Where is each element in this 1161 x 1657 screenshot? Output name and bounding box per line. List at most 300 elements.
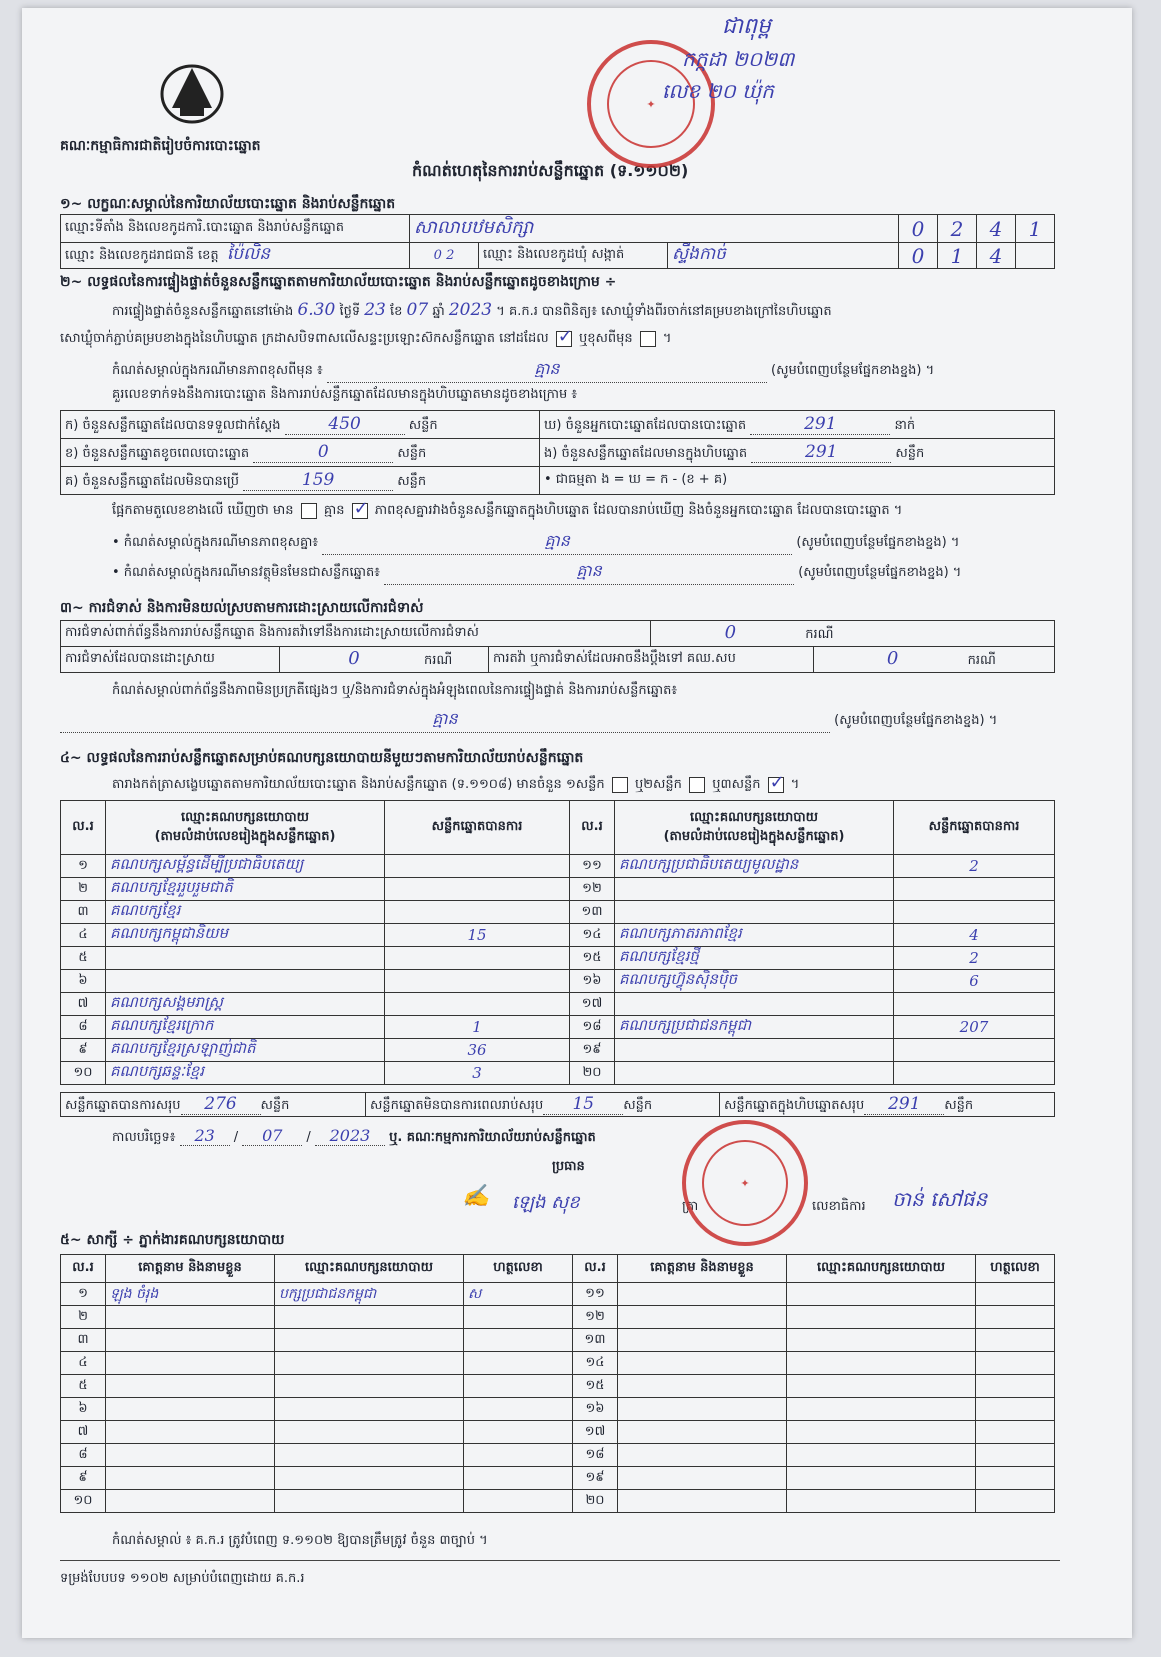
witness-signature bbox=[976, 1329, 1055, 1352]
figure-e bbox=[540, 439, 1055, 467]
unit: សន្លឹក bbox=[623, 1097, 653, 1113]
one-sheet-checkbox[interactable] bbox=[612, 777, 628, 793]
no-difference-label: គ្មាន bbox=[323, 503, 345, 518]
witness-signature bbox=[464, 1352, 573, 1375]
unit: សន្លឹក bbox=[408, 417, 438, 433]
party-votes bbox=[385, 878, 570, 901]
verify-time: 6.30 bbox=[297, 300, 336, 320]
party-name: គណបក្សហ៊្វុនស៊ិនប៉ិច bbox=[615, 970, 894, 993]
commune-value: ស្ទឹងកាច់ bbox=[668, 243, 899, 269]
witness-name bbox=[618, 1421, 787, 1444]
col-name: គោត្តនាម និងនាមខ្លួន bbox=[106, 1255, 275, 1283]
objection-row1-label: ការជំទាស់ពាក់ព័ន្ធនឹងការរាប់សន្លឹកឆ្នោត និងការតវ៉ាទៅនឹងការដោះស្រាយលើការជំទាស់ bbox=[61, 621, 651, 647]
footer-divider bbox=[60, 1560, 1060, 1561]
party-votes: 2 bbox=[894, 947, 1055, 970]
changed-label: ឬខុសពីមុន bbox=[578, 331, 633, 346]
witness-party bbox=[275, 1490, 464, 1513]
difference-line bbox=[112, 502, 902, 521]
bullet1-fill bbox=[322, 530, 792, 555]
row-no: ៣ bbox=[61, 1329, 106, 1352]
row-no: ១៩ bbox=[570, 1039, 615, 1062]
witness-signature bbox=[976, 1444, 1055, 1467]
note1-label: កំណត់សម្គាល់ក្នុងករណីមានភាពខុសពីមុន ៖ bbox=[112, 363, 323, 378]
row-no: ៧ bbox=[61, 993, 106, 1016]
has-difference-checkbox[interactable] bbox=[301, 503, 317, 519]
verification-paragraph bbox=[112, 300, 1062, 322]
station-code-digit: 1 bbox=[1016, 215, 1055, 243]
official-seal-top: ✦ bbox=[587, 40, 715, 168]
polling-station-value: សាលាបឋមសិក្សា bbox=[410, 215, 899, 243]
party-name bbox=[615, 901, 894, 924]
row-no: ១៦ bbox=[570, 970, 615, 993]
note1-line-fill bbox=[327, 358, 767, 383]
witness-party bbox=[787, 1352, 976, 1375]
row-no: ១៧ bbox=[570, 993, 615, 1016]
col-no: ល.រ bbox=[61, 1255, 106, 1283]
station-code-digit: 0 bbox=[899, 215, 938, 243]
unit: ករណី bbox=[967, 653, 996, 668]
witness-signature bbox=[976, 1490, 1055, 1513]
row-no: ១៦ bbox=[573, 1398, 618, 1421]
sheets-line: តារាងកត់ត្រាសង្ខេបឆ្នោតតាមការិយាល័យបោះឆ្នោត និងរាប់សន្លឹកឆ្នោត (ទ.១១០៨) មានចំនួន ១សន្លឹក ឬ២សន្លឹក ឬ៣សន្លឹក ✓ ។ bbox=[112, 776, 799, 795]
table-row bbox=[61, 1306, 1055, 1329]
section3-heading: ៣~ ការជំទាស់ និងការមិនយល់ស្របតាមការដោះស្រាយលើការជំទាស់ bbox=[60, 600, 424, 616]
row-no: ១០ bbox=[61, 1490, 106, 1513]
row-no: ១៣ bbox=[570, 901, 615, 924]
province-label-text: ឈ្មោះ និងលេខកូដរាជធានី ខេត្ត bbox=[65, 248, 219, 263]
unit: សន្លឹក bbox=[397, 473, 427, 489]
seal-check-line: សោឃ្លុំចាក់ភ្ជាប់គម្របខាងក្នុងនៃហិបឆ្នោត ក្រដាសបិទពាសលើសន្ទះប្រឡោះស៊កសន្លឹកឆ្នោត នៅដដែល ✓ ឬខុសពីមុន ។ bbox=[60, 330, 671, 349]
party-votes: 2 bbox=[894, 855, 1055, 878]
table-row bbox=[61, 1467, 1055, 1490]
province-code-digit: 0 bbox=[433, 248, 442, 263]
station-code-digit: 4 bbox=[977, 215, 1016, 243]
witness-party bbox=[275, 1444, 464, 1467]
party-name bbox=[106, 947, 385, 970]
date-label: កាលបរិច្ឆេទ៖ bbox=[112, 1130, 176, 1145]
date-line: កាលបរិច្ឆេទ៖ 23 / 07 / 2023 ឬ. គណៈកម្មការការិយាល័យរាប់សន្លឹកឆ្នោត bbox=[112, 1126, 596, 1145]
witness-name bbox=[618, 1398, 787, 1421]
row-no: ៦ bbox=[61, 970, 106, 993]
party-name: គណបក្សភាតរភាពខ្មែរ bbox=[615, 924, 894, 947]
witness-name bbox=[106, 1352, 275, 1375]
irregularity-note-line bbox=[60, 708, 1060, 733]
witness-signature: ស bbox=[464, 1283, 573, 1306]
verify-day: 23 bbox=[364, 300, 386, 320]
objection-row1-cell bbox=[651, 621, 1055, 647]
row-no: ៤ bbox=[61, 1352, 106, 1375]
president-signature: ✍ bbox=[462, 1184, 490, 1209]
row-no: ១៧ bbox=[573, 1421, 618, 1444]
figure-b-label: ខ) ចំនួនសន្លឹកឆ្នោតខូចពេលបោះឆ្នោត bbox=[65, 445, 250, 461]
appeal-value: 0 bbox=[886, 648, 899, 669]
table-row bbox=[61, 878, 1055, 901]
witness-name bbox=[618, 1467, 787, 1490]
party-votes bbox=[894, 993, 1055, 1016]
party-votes: 15 bbox=[385, 924, 570, 947]
commune-code-digit: 1 bbox=[938, 243, 977, 269]
total-box bbox=[720, 1093, 1055, 1117]
section1-heading: ១~ លក្ខណៈសម្គាល់នៃការិយាល័យបោះឆ្នោត និងរាប់សន្លឹកឆ្នោត bbox=[60, 196, 396, 212]
figure-b-value: 0 bbox=[253, 442, 393, 463]
row-no: ១២ bbox=[570, 878, 615, 901]
unit: នាក់ bbox=[894, 417, 916, 433]
witness-name bbox=[106, 1329, 275, 1352]
party-name bbox=[106, 970, 385, 993]
col-party-label: ឈ្មោះគណបក្សនយោបាយ bbox=[690, 809, 818, 825]
witness-party bbox=[787, 1421, 976, 1444]
figure-a-label: ក) ចំនួនសន្លឹកឆ្នោតដែលបានទទួលជាក់ស្តែង bbox=[65, 417, 281, 433]
witness-party bbox=[787, 1490, 976, 1513]
party-name: គណបក្សខ្មែរស្រឡាញ់ជាតិ bbox=[106, 1039, 385, 1062]
unit: សន្លឹក bbox=[397, 445, 427, 461]
appeal-label: ការតវ៉ា ឬការជំទាស់ដែលអាចនឹងប្តឹងទៅ គឈ.សប bbox=[489, 647, 814, 673]
unit: សន្លឹក bbox=[895, 445, 925, 461]
row-no: ១ bbox=[61, 855, 106, 878]
witness-name bbox=[106, 1444, 275, 1467]
party-votes bbox=[894, 878, 1055, 901]
verify-day-label: ថ្ងៃទី bbox=[339, 304, 361, 319]
table-row bbox=[61, 1398, 1055, 1421]
fill-hint: (សូមបំពេញបន្ថែមផ្នែកខាងខ្នង) ។ bbox=[796, 535, 960, 550]
row-no: ២០ bbox=[573, 1490, 618, 1513]
totals-table bbox=[60, 1092, 1055, 1117]
witness-signature bbox=[976, 1467, 1055, 1490]
commune-code-digit: 0 bbox=[899, 243, 938, 269]
date-month: 07 bbox=[242, 1126, 302, 1146]
secretary-signature: ចាន់ សៅផន bbox=[892, 1187, 988, 1211]
president-label: ប្រធាន bbox=[552, 1159, 585, 1174]
no-difference-checkbox[interactable] bbox=[352, 503, 368, 519]
bullet2-fill bbox=[384, 560, 794, 585]
witness-signature bbox=[976, 1352, 1055, 1375]
unit: ករណី bbox=[424, 653, 453, 668]
witness-name: ឡុង ចំរុង bbox=[106, 1283, 275, 1306]
row-no: ៨ bbox=[61, 1016, 106, 1039]
hand-note-2: កក្កដា ២០២៣ bbox=[682, 47, 795, 71]
row-no: ៥ bbox=[61, 947, 106, 970]
figures-intro: គួរលេខទាក់ទងនឹងការបោះឆ្នោត និងការរាប់សន្លឹកឆ្នោតដែលមានក្នុងហិបឆ្នោតមានដូចខាងក្រោម ៖ bbox=[112, 387, 578, 402]
province-code bbox=[410, 243, 479, 269]
table-row bbox=[61, 1016, 1055, 1039]
three-sheets-checkbox[interactable] bbox=[768, 777, 784, 793]
witness-signature bbox=[464, 1467, 573, 1490]
row-no: ៤ bbox=[61, 924, 106, 947]
table-row bbox=[61, 970, 1055, 993]
table-row bbox=[61, 1062, 1055, 1085]
party-name: គណបក្សខ្មែរ bbox=[106, 901, 385, 924]
party-votes bbox=[894, 901, 1055, 924]
party-name bbox=[615, 993, 894, 1016]
total-invalid-value: 15 bbox=[543, 1094, 623, 1115]
witness-name bbox=[106, 1306, 275, 1329]
row-no: ៣ bbox=[61, 901, 106, 924]
note1-line bbox=[112, 358, 1052, 383]
figure-d bbox=[540, 411, 1055, 439]
difference-text-a: ផ្អែកតាមតួលេខខាងលើ ឃើញថា មាន bbox=[112, 503, 294, 518]
bullet1-label: • កំណត់សម្គាល់ក្នុងករណីមានភាពខុសគ្នា៖ bbox=[112, 535, 319, 550]
witness-party bbox=[787, 1398, 976, 1421]
party-name: គណបក្សខ្មែរថ្មី bbox=[615, 947, 894, 970]
row-no: ១៨ bbox=[570, 1016, 615, 1039]
party-votes: 36 bbox=[385, 1039, 570, 1062]
total-box-value: 291 bbox=[864, 1094, 944, 1115]
section5-heading: ៥~ សាក្សី ÷ ភ្នាក់ងារគណបក្សនយោបាយ bbox=[60, 1232, 285, 1248]
hand-note-3: លេខ ២០ ឃ៉ុក bbox=[662, 79, 774, 103]
party-votes bbox=[385, 993, 570, 1016]
witness-signature bbox=[976, 1398, 1055, 1421]
table-row bbox=[61, 901, 1055, 924]
table-row bbox=[61, 947, 1055, 970]
witness-signature bbox=[464, 1444, 573, 1467]
total-box-label: សន្លឹកឆ្នោតក្នុងហិបឆ្នោតសរុប bbox=[724, 1097, 865, 1113]
commune-label: ឈ្មោះ និងលេខកូដឃុំ សង្កាត់ bbox=[479, 243, 668, 269]
witness-party bbox=[275, 1398, 464, 1421]
witness-name bbox=[618, 1375, 787, 1398]
party-votes bbox=[385, 901, 570, 924]
bullet2-line bbox=[112, 560, 1052, 585]
party-name bbox=[615, 878, 894, 901]
note1-value: គ្មាន bbox=[534, 359, 560, 378]
row-no: ៩ bbox=[61, 1467, 106, 1490]
col-name: គោត្តនាម និងនាមខ្លួន bbox=[618, 1255, 787, 1283]
witness-name bbox=[618, 1490, 787, 1513]
irregularity-note: កំណត់សម្គាល់ពាក់ព័ន្ធនឹងភាពមិនប្រក្រតីផ្សេងៗ ឬ/និងការជំទាស់ក្នុងអំឡុងពេលនៃការផ្ទៀងផ្ទាត់ និងការរាប់សន្លឹកឆ្នោត៖ bbox=[112, 683, 678, 698]
figure-d-label: ឃ) ចំនួនអ្នកបោះឆ្នោតដែលបានបោះឆ្នោត bbox=[544, 417, 747, 433]
col-party: ឈ្មោះគណបក្សនយោបាយ bbox=[787, 1255, 976, 1283]
party-votes bbox=[894, 1039, 1055, 1062]
witness-name bbox=[106, 1375, 275, 1398]
party-name bbox=[615, 1062, 894, 1085]
bullet2-label: • កំណត់សម្គាល់ក្នុងករណីមានវត្ថុមិនមែនជាសន្លឹកឆ្នោត៖ bbox=[112, 565, 380, 580]
figure-d-value: 291 bbox=[750, 414, 890, 435]
bullet2-value: គ្មាន bbox=[576, 561, 602, 580]
row-no: ២០ bbox=[570, 1062, 615, 1085]
col-party-sub: (តាមលំដាប់លេខរៀងក្នុងសន្លឹកឆ្នោត) bbox=[154, 828, 336, 844]
ballot-count-report-sheet bbox=[22, 8, 1132, 1638]
table-row bbox=[61, 993, 1055, 1016]
col-no: ល.រ bbox=[570, 801, 615, 855]
president-name: ឡេង សុខ bbox=[512, 1192, 580, 1213]
witness-signature bbox=[976, 1375, 1055, 1398]
col-party-label: ឈ្មោះគណបក្សនយោបាយ bbox=[181, 809, 309, 825]
row-no: ១៤ bbox=[570, 924, 615, 947]
witness-signature bbox=[976, 1283, 1055, 1306]
irregularity-fill bbox=[60, 708, 830, 733]
witness-signature bbox=[464, 1421, 573, 1444]
witness-party: បក្សប្រជាជនកម្ពុជា bbox=[275, 1283, 464, 1306]
row-no: ១៥ bbox=[570, 947, 615, 970]
party-name: គណបក្សខ្មែរក្រោក bbox=[106, 1016, 385, 1039]
formula: • ជាធម្មតា ង = ឃ = ក - (ខ + គ) bbox=[540, 467, 1055, 495]
verify-year-label: ឆ្នាំ bbox=[432, 304, 445, 319]
total-valid bbox=[61, 1093, 366, 1117]
witness-party bbox=[275, 1352, 464, 1375]
official-seal-bottom: ✦ bbox=[682, 1120, 808, 1246]
col-votes: សន្លឹកឆ្នោតបានការ bbox=[385, 801, 570, 855]
party-votes: 3 bbox=[385, 1062, 570, 1085]
witness-signature bbox=[464, 1306, 573, 1329]
row-no: ១៣ bbox=[573, 1329, 618, 1352]
three-sheets-label: ឬ៣សន្លឹក bbox=[712, 777, 761, 792]
col-party bbox=[615, 801, 894, 855]
col-no: ល.រ bbox=[573, 1255, 618, 1283]
witness-party bbox=[787, 1375, 976, 1398]
unit: សន្លឹក bbox=[944, 1097, 974, 1113]
station-code-digit: 2 bbox=[938, 215, 977, 243]
witness-party bbox=[275, 1306, 464, 1329]
witness-name bbox=[618, 1283, 787, 1306]
witness-party bbox=[787, 1467, 976, 1490]
row-no: ២ bbox=[61, 1306, 106, 1329]
two-sheets-label: ឬ២សន្លឹក bbox=[634, 777, 682, 792]
party-votes bbox=[385, 855, 570, 878]
witness-name bbox=[618, 1444, 787, 1467]
figure-e-value: 291 bbox=[751, 442, 891, 463]
table-row bbox=[61, 1329, 1055, 1352]
verify-time-label: ការផ្ទៀងផ្ទាត់ចំនួនសន្លឹកឆ្នោតនៅម៉ោង bbox=[112, 304, 294, 319]
total-valid-label: សន្លឹកឆ្នោតបានការសរុប bbox=[65, 1097, 181, 1113]
witness-signature bbox=[976, 1421, 1055, 1444]
row-no: ៩ bbox=[61, 1039, 106, 1062]
province-value: ប៉ៃលិន bbox=[226, 244, 271, 264]
witness-party bbox=[787, 1306, 976, 1329]
section2-heading: ២~ លទ្ធផលនៃការផ្ទៀងផ្ទាត់ចំនួនសន្លឹកឆ្នោតតាមការិយាល័យបោះឆ្នោត និងរាប់សន្លឹកឆ្នោតដូចខាងក្រោម ÷ bbox=[60, 274, 617, 290]
witness-party bbox=[787, 1444, 976, 1467]
table-row bbox=[61, 1490, 1055, 1513]
difference-text-c: ភាពខុសគ្នារវាងចំនួនសន្លឹកឆ្នោតក្នុងហិបឆ្នោត ដែលបានរាប់ឃើញ និងចំនួនអ្នកបោះឆ្នោត ដែលបានបោះឆ្នោត ។ bbox=[374, 503, 903, 518]
party-votes bbox=[894, 1062, 1055, 1085]
witness-signature bbox=[464, 1398, 573, 1421]
witness-signature bbox=[464, 1329, 573, 1352]
hand-note-1: ជាពុម្ព bbox=[722, 14, 771, 39]
figure-e-label: ង) ចំនួនសន្លឹកឆ្នោតដែលមានក្នុងហិបឆ្នោត bbox=[544, 445, 748, 461]
figure-c-label: គ) ចំនួនសន្លឹកឆ្នោតដែលមិនបានប្រើ bbox=[65, 473, 239, 489]
row-no: ១៤ bbox=[573, 1352, 618, 1375]
row-no: ៦ bbox=[61, 1398, 106, 1421]
row-no: ១០ bbox=[61, 1062, 106, 1085]
col-sign: ហត្ថលេខា bbox=[464, 1255, 573, 1283]
org-name: គណៈកម្មាធិការជាតិរៀបចំការបោះឆ្នោត bbox=[60, 138, 261, 154]
witness-signature bbox=[464, 1375, 573, 1398]
witness-name bbox=[106, 1421, 275, 1444]
polling-station-label: ឈ្មោះទីតាំង និងលេខកូដការិ.បោះឆ្នោត និងរាប់សន្លឹកឆ្នោត bbox=[61, 215, 410, 243]
objections-table bbox=[60, 620, 1055, 673]
party-votes: 1 bbox=[385, 1016, 570, 1039]
table-row bbox=[61, 1375, 1055, 1398]
figure-b bbox=[61, 439, 540, 467]
commune-code-digit-empty bbox=[1016, 243, 1055, 269]
party-votes: 6 bbox=[894, 970, 1055, 993]
witness-name bbox=[618, 1352, 787, 1375]
row-no: ១១ bbox=[570, 855, 615, 878]
figure-c bbox=[61, 467, 540, 495]
party-name bbox=[615, 1039, 894, 1062]
province-code-digit: 2 bbox=[446, 248, 455, 263]
table-row bbox=[61, 1444, 1055, 1467]
commune-code-digit: 4 bbox=[977, 243, 1016, 269]
party-name: គណបក្សសង្គមរាស្ត្រ bbox=[106, 993, 385, 1016]
party-name: គណបក្សឆន្ទៈខ្មែរ bbox=[106, 1062, 385, 1085]
footer-note: កំណត់សម្គាល់ ៖ គ.ក.រ ត្រូវបំពេញ ទ.១១០២ ឱ្យបានត្រឹមត្រូវ ចំនួន ៣ច្បាប់ ។ bbox=[112, 1533, 488, 1548]
date-year: 2023 bbox=[315, 1126, 385, 1146]
col-sign: ហត្ថលេខា bbox=[976, 1255, 1055, 1283]
party-name: គណបក្សប្រជាជនកម្ពុជា bbox=[615, 1016, 894, 1039]
witness-name bbox=[106, 1467, 275, 1490]
col-party-sub: (តាមលំដាប់លេខរៀងក្នុងសន្លឹកឆ្នោត) bbox=[663, 828, 845, 844]
party-name: គណបក្សកម្ពុជានិយម bbox=[106, 924, 385, 947]
section4-heading: ៤~ លទ្ធផលនៃការរាប់សន្លឹកឆ្នោតសម្រាប់គណបក្សនយោបាយនីមួយៗតាមការិយាល័យរាប់សន្លឹកឆ្នោត bbox=[60, 750, 584, 766]
witness-party bbox=[275, 1421, 464, 1444]
total-valid-value: 276 bbox=[181, 1094, 261, 1115]
section1-table bbox=[60, 214, 1055, 269]
row-no: ៨ bbox=[61, 1444, 106, 1467]
form-title: កំណត់ហេតុនៃការរាប់សន្លឹកឆ្នោត (ទ.១១០២) bbox=[412, 161, 689, 180]
two-sheets-checkbox[interactable] bbox=[689, 777, 705, 793]
row-no: ១៩ bbox=[573, 1467, 618, 1490]
col-party: ឈ្មោះគណបក្សនយោបាយ bbox=[275, 1255, 464, 1283]
table-row bbox=[61, 1421, 1055, 1444]
witness-party bbox=[787, 1329, 976, 1352]
col-votes: សន្លឹកឆ្នោតបានការ bbox=[894, 801, 1055, 855]
col-party bbox=[106, 801, 385, 855]
party-name: គណបក្សប្រជាធិបតេយ្យមូលដ្ឋាន bbox=[615, 855, 894, 878]
party-votes: 207 bbox=[894, 1016, 1055, 1039]
witness-signature bbox=[464, 1490, 573, 1513]
table-row bbox=[61, 1283, 1055, 1306]
row-no: ៧ bbox=[61, 1421, 106, 1444]
ballot-figures-table bbox=[60, 410, 1055, 495]
witness-name bbox=[106, 1398, 275, 1421]
appeal-cell bbox=[813, 647, 1054, 673]
witness-name bbox=[618, 1329, 787, 1352]
party-name: គណបក្សខ្មែររួបរួមជាតិ bbox=[106, 878, 385, 901]
table-row bbox=[61, 1352, 1055, 1375]
row-no: ១ bbox=[61, 1283, 106, 1306]
changed-checkbox[interactable] bbox=[640, 331, 656, 347]
total-invalid-label: សន្លឹកឆ្នោតមិនបានការពេលរាប់សរុប bbox=[370, 1097, 544, 1113]
figure-c-value: 159 bbox=[243, 470, 393, 491]
fill-hint: (សូមបំពេញបន្ថែមផ្នែកខាងខ្នង) ។ bbox=[834, 713, 998, 728]
row-no: ២ bbox=[61, 878, 106, 901]
stamp-label: ត្រា bbox=[682, 1199, 699, 1214]
secretary-label: លេខាធិការ bbox=[812, 1199, 866, 1214]
row-no: ១១ bbox=[573, 1283, 618, 1306]
table-row bbox=[61, 924, 1055, 947]
irregularity-value: គ្មាន bbox=[432, 709, 458, 728]
row-no: ១៨ bbox=[573, 1444, 618, 1467]
party-name: គណបក្សសម្ព័ន្ធដើម្បីប្រជាធិបតេយ្យ bbox=[106, 855, 385, 878]
table-row bbox=[61, 855, 1055, 878]
witness-signature bbox=[976, 1306, 1055, 1329]
province-label bbox=[61, 243, 410, 269]
resolved-label: ការជំទាស់ដែលបានដោះស្រាយ bbox=[61, 647, 280, 673]
witness-name bbox=[618, 1306, 787, 1329]
witness-party bbox=[275, 1467, 464, 1490]
col-no: ល.រ bbox=[61, 801, 106, 855]
unchanged-checkbox[interactable] bbox=[556, 331, 572, 347]
seal-check-text: សោឃ្លុំចាក់ភ្ជាប់គម្របខាងក្នុងនៃហិបឆ្នោត ក្រដាសបិទពាសលើសន្ទះប្រឡោះស៊កសន្លឹកឆ្នោត នៅដដែល bbox=[60, 331, 549, 346]
row-no: ៥ bbox=[61, 1375, 106, 1398]
bullet1-value: គ្មាន bbox=[544, 531, 570, 550]
form-reference: ទម្រង់បែបបទ ១១០២ សម្រាប់បំពេញដោយ គ.ក.រ bbox=[60, 1571, 305, 1586]
date-day: 23 bbox=[180, 1126, 230, 1146]
table-row bbox=[61, 1039, 1055, 1062]
unit: សន្លឹក bbox=[260, 1097, 290, 1113]
party-results-table bbox=[60, 800, 1055, 1085]
party-votes: 4 bbox=[894, 924, 1055, 947]
committee-label: ឬ. គណៈកម្មការការិយាល័យរាប់សន្លឹកឆ្នោត bbox=[389, 1130, 596, 1145]
